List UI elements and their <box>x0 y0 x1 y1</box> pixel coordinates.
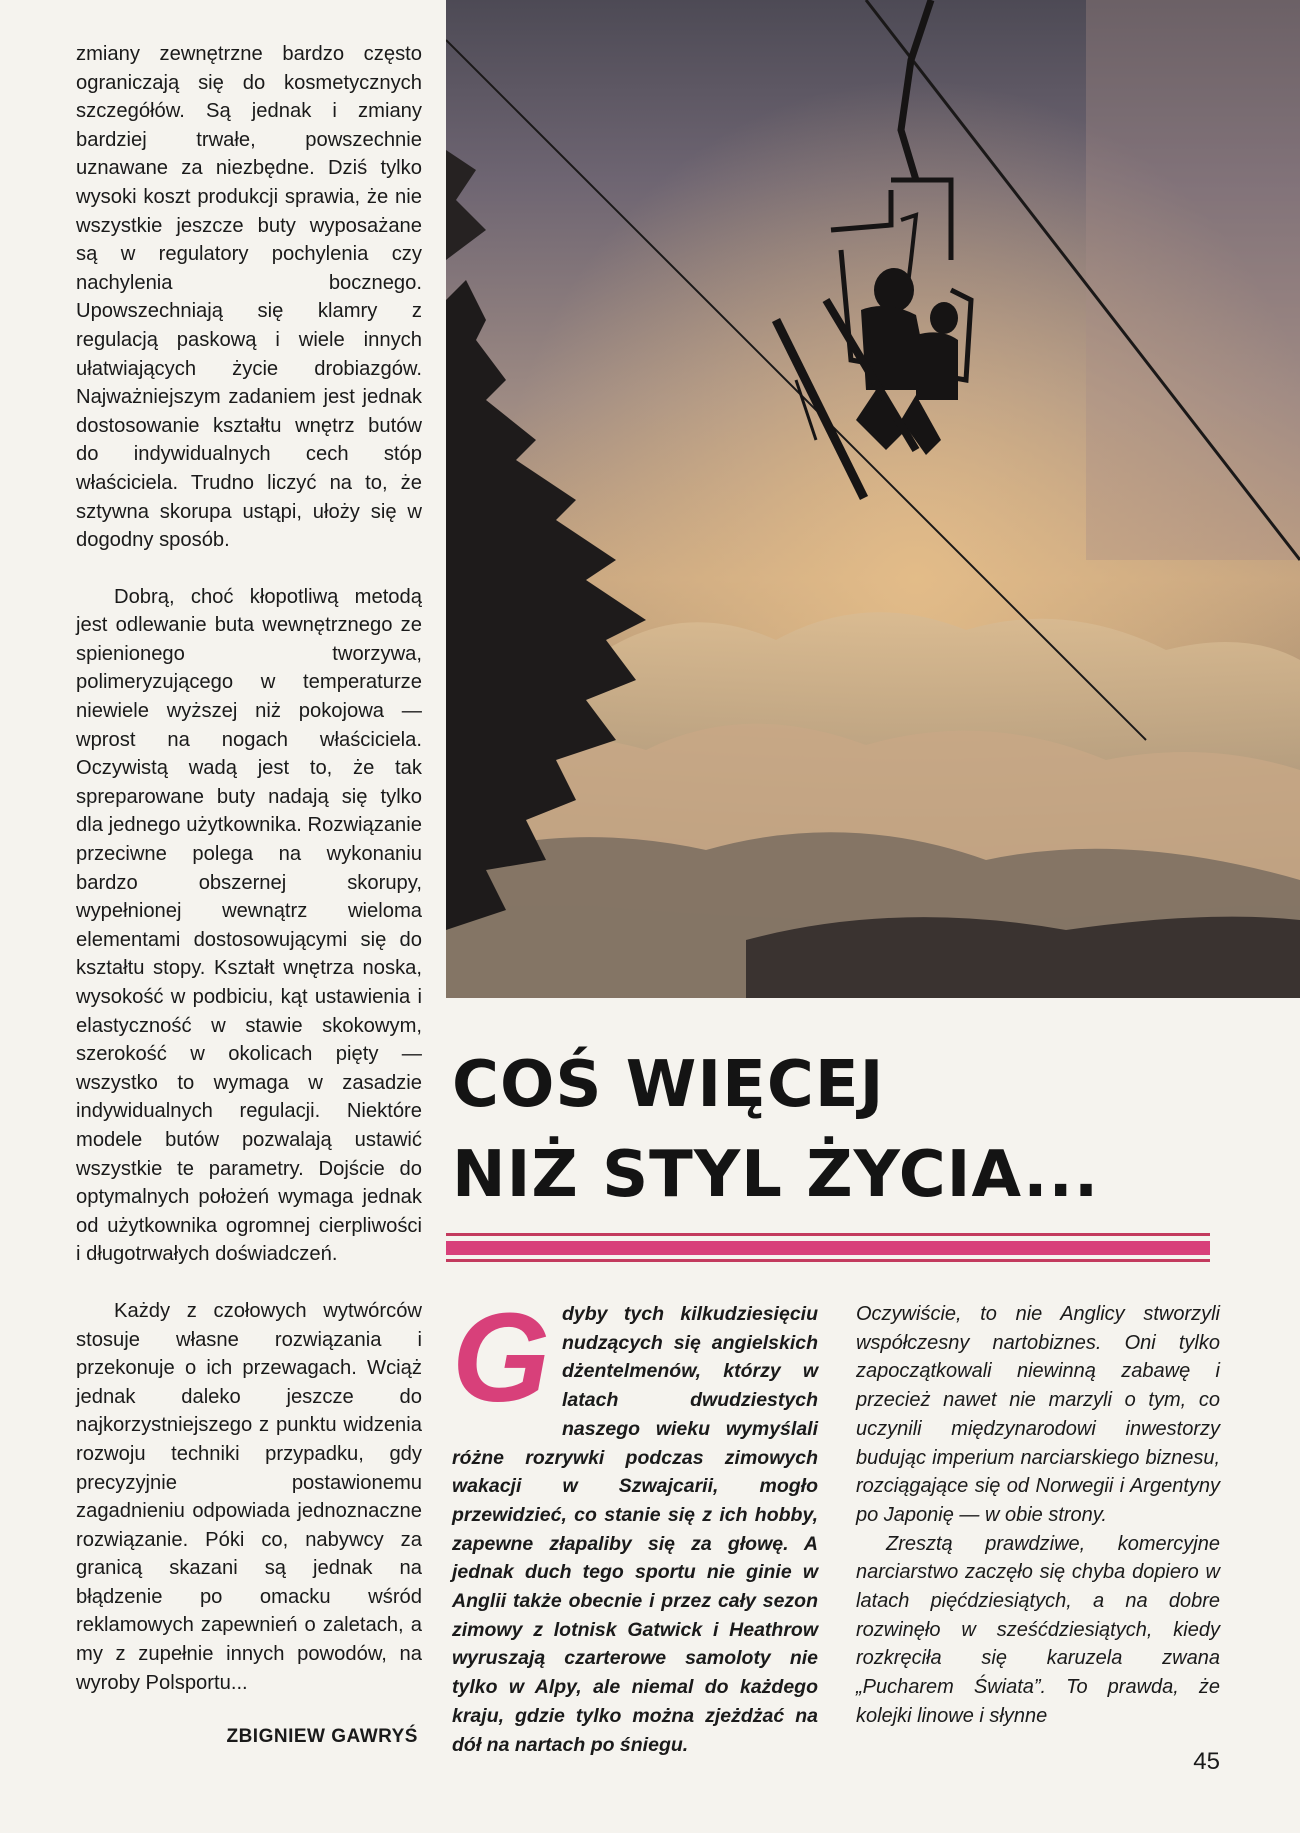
left-paragraph-2: Dobrą, choć kłopotliwą metodą jest odlewanie buta wewnętrznego ze spienionego tworzywa, polimeryzującego w temperaturze niewiele wyższej niż pokojowa — wprost na nogach właściciela. Oczywistą wadą jest to, że tak spreparowane buty nadają się tylko dla jednego użytkownika. Rozwiązanie przeciwne polega na wykonaniu bardzo obszernej skorupy, wypełnionej wewnątrz wieloma elementami dostosowującymi się do kształtu stopy. Kształt wnętrza noska, wysokość w podbiciu, kąt ustawienia i elastyczność w stawie skokowym, szerokość w okolicach pięty — wszystko to wymaga w zasadzie indywidualnych regulacji. Niektóre modele butów pozwalają ustawić wszystkie te parametry. Dojście do optymalnych położeń wymaga jednak od użytkownika ogromnej cierpliwości i długotrwałych doświadczeń. <box>76 585 422 1266</box>
author-signature: ZBIGNIEW GAWRYŚ <box>226 1726 418 1747</box>
headline-line-1: COŚ WIĘCEJ <box>452 1048 885 1122</box>
rule-bottom-line <box>446 1259 1210 1262</box>
page-number: 45 <box>1193 1748 1220 1775</box>
drop-cap: G <box>452 1287 551 1428</box>
left-paragraph-1: zmiany zewnętrzne bardzo często ograniczają się do kosmetycznych szczegółów. Są jednak i zmiany bardziej trwałe, powszechnie uznawane za niezbędne. Dziś tylko wysoki koszt produkcji sprawia, że nie wszystkie jeszcze buty wyposażane są w regulatory pochylenia czy nachylenia bocznego. Upowszechniają się klamry z regulacją paskową i wiele innych ułatwiających życie drobiazgów. Najważniejszym zadaniem jest jednak dostosowanie kształtu wnętrz butów do indywidualnych cech stóp właściciela. Trudno liczyć na to, że sztywna skorupa ustąpi, ułoży się w dogodny sposób. <box>76 43 422 552</box>
rule-top-line <box>446 1233 1210 1236</box>
article-headline <box>452 1040 1272 1220</box>
lead-text: dyby tych kilkudziesięciu nudzących się angielskich dżentelmenów, którzy w latach dwudziestych naszego wieku wymyślali różne rozrywki podczas zimowych wakacji w Szwajcarii, mogło przewidzieć, co stanie się z ich hobby, zapewne złapaliby się za głowę. A jednak duch tego sportu nie ginie w Anglii także obecnie i przez cały sezon zimowy z lotnisk Gatwick i Heathrow wyruszają czarterowe samoloty nie tylko w Alpy, ale niemal do każdego kraju, gdzie tylko można zjeżdżać na dół na nartach po śniegu. <box>452 1303 818 1756</box>
decorative-rule <box>446 1233 1210 1263</box>
right-article-column <box>856 1300 1220 1731</box>
chairlift-silhouette-image <box>446 0 1300 998</box>
right-paragraph-2: Zresztą prawdziwe, komercyjne narciarstwo zaczęło się chyba dopiero w latach pięćdziesiątych, a na dobre rozwinęło w sześćdziesiątych, kiedy rozkręciła się karuzela zwana „Pucharem Świata”. To prawda, że kolejki linowe i słynne <box>856 1532 1220 1727</box>
right-paragraph-1: Oczywiście, to nie Anglicy stworzyli współczesny nartobiznes. Oni tylko zapoczątkowali niewinną zabawę i przecież nawet nie marzyli o tym, co uczynili międzynarodowi inwestorzy budując imperium narciarskiego biznesu, rozciągające się od Norwegii i Argentyny po Japonię — w obie strony. <box>856 1303 1220 1526</box>
lead-column <box>452 1287 818 1759</box>
rule-middle-band <box>446 1241 1210 1255</box>
chairlift-photo <box>446 0 1300 998</box>
headline-line-2: NIŻ STYL ŻYCIA... <box>452 1138 1100 1212</box>
left-paragraph-3: Każdy z czołowych wytwórców stosuje własne rozwiązania i przekonuje o ich przewagach. Wciąż jednak daleko jeszcze do najkorzystniejszego z punktu widzenia rozwoju techniki przypadku, gdy precyzyjnie postawionemu zagadnieniu odpowiada jednoznaczne rozwiązanie. Póki co, nabywcy za granicą skazani są jednak na błądzenie po omacku wśród reklamowych zapewnień o zaletach, a my z zupełnie innych powodów, na wyroby Polsportu... <box>76 1299 422 1694</box>
left-article-column <box>76 40 422 1725</box>
